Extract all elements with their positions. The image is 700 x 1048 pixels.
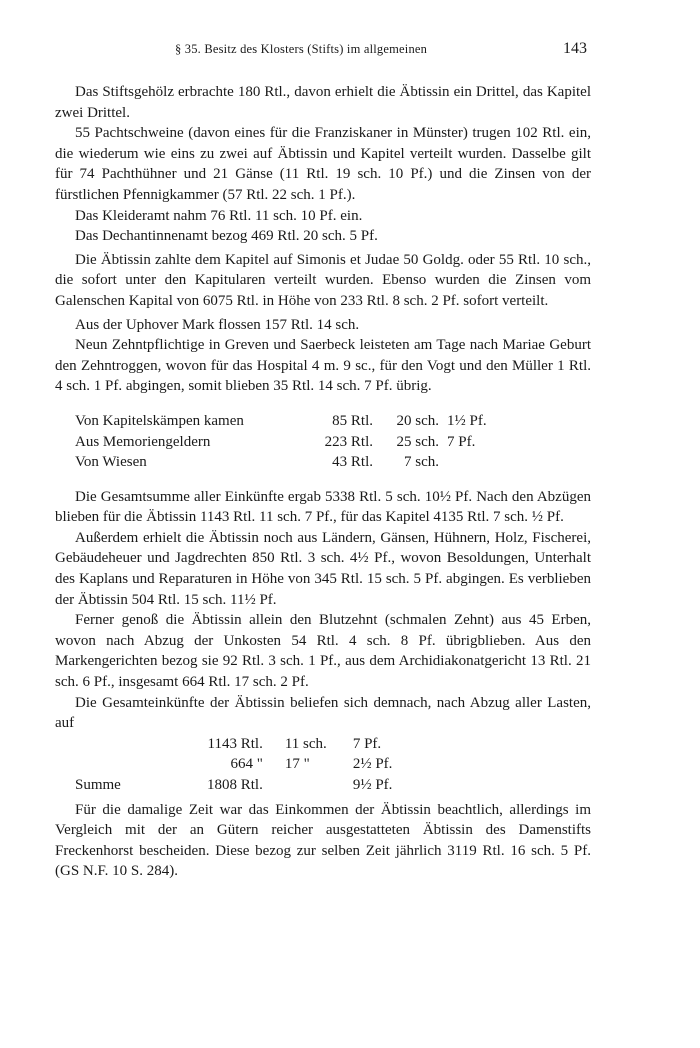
sch-cell: 7 sch. [404,454,439,471]
sch-cell: 11 sch. [284,735,327,752]
body-text [55,82,591,882]
sum-table [75,734,392,796]
rtl-cell: 664 " [230,756,263,773]
pf-cell: 7 Pf. [352,735,382,752]
sch-cell: 25 sch. [396,433,439,450]
paragraph: Das Dechantinnenamt bezog 469 Rtl. 20 sch. 5 Pf. [75,228,378,245]
rtl-cell: 85 Rtl. [332,412,373,429]
table-row [75,432,487,453]
pf-cell: 2½ Pf. [352,756,393,773]
paragraph: Das Stiftsgehölz erbrachte 180 Rtl., davon erhielt die Äbtissin ein Drittel, das Kapitel zwei Drittel. [55,84,591,121]
paragraph: 55 Pachtschweine (davon eines für die Franziskaner in Münster) trugen 102 Rtl. ein, die wiederum wie eins zu zwei auf Äbtissin und Kapitel verteilt wurden. Dasselbe gilt für 74 Pachthühner und 21 Gänse (11 Rtl. 19 sch. 10 Pf.) und die Zinsen von der fürstlichen Pfennigkammer (57 Rtl. 22 sch. 1 Pf.). [55,125,591,203]
pf-cell: 9½ Pf. [352,777,393,793]
table-row [75,734,392,755]
row-label [75,734,207,755]
row-label: Aus Memoriengeldern [75,433,211,450]
pf-cell: 7 Pf. [447,433,476,450]
table-row [75,775,392,796]
paragraph: Neun Zehntpflichtige in Greven und Saerbeck leisteten am Tage nach Mariae Geburt den Zehntroggen, wovon für das Hospital 4 m. 9 sc., für den Vogt und den Müller 1 Rtl. 4 sch. 1 Pf. abgingen, somit blieben 35 Rtl. 14 sch. 7 Pf. übrig. [55,337,591,395]
pf-cell: 1½ Pf. [447,412,487,429]
rtl-cell: 1808 Rtl. [207,777,263,793]
rtl-cell: 223 Rtl. [324,433,373,450]
rtl-cell: 1143 Rtl. [207,735,263,752]
rtl-cell: 43 Rtl. [332,454,373,471]
sch-cell [275,775,353,796]
table-row [75,452,487,473]
table-row [75,411,487,432]
income-table [75,411,487,473]
paragraph: Die Gesamteinkünfte der Äbtissin beliefen sich demnach, nach Abzug aller Lasten, auf [55,694,591,732]
paragraph: Das Kleideramt nahm 76 Rtl. 11 sch. 10 Pf. ein. [75,207,363,224]
paragraph: Aus der Uphover Mark flossen 157 Rtl. 14 sch. [75,316,360,333]
sch-cell: 17 " [284,756,310,773]
row-label: Von Kapitelskämpen kamen [75,412,244,429]
paragraph: Die Äbtissin zahlte dem Kapitel auf Simonis et Judae 50 Goldg. oder 55 Rtl. 10 sch., die sofort unter den Kapitularen verteilt wurden. Ebenso wurden die Zinsen vom Galenschen Kapital von 6075 Rtl. in Höhe von 233 Rtl. 8 sch. 2 Pf. sofort verteilt. [55,251,591,309]
paragraph: Außerdem erhielt die Äbtissin noch aus Ländern, Gänsen, Hühnern, Holz, Fischerei, Gebäudeheuer und Jagdrechten 850 Rtl. 3 sch. 4½ Pf., wovon Besoldungen, Unterhalt des Kaplans und Reparaturen in Höhe von 345 Rtl. 15 sch. 5 Pf. abgingen. Es verblieben der Äbtissin 504 Rtl. 15 sch. 11½ Pf. [55,529,591,608]
running-head [0,40,700,62]
row-label [75,754,207,775]
page-number: 143 [563,40,587,57]
row-label: Summe [75,777,121,793]
paragraph: Für die damalige Zeit war das Einkommen der Äbtissin beachtlich, allerdings im Vergleich mit der an Gütern reicher ausgestatteten Äbtissin des Damenstifts Freckenhorst bescheiden. Diese bezog zur selben Zeit jährlich 3119 Rtl. 16 sch. 5 Pf. (GS N.F. 10 S. 284). [55,801,591,880]
table-row [75,754,392,775]
running-head-title: § 35. Besitz des Klosters (Stifts) im allgemeinen [175,42,428,56]
paragraph: Die Gesamtsumme aller Einkünfte ergab 5338 Rtl. 5 sch. 10½ Pf. Nach den Abzügen blieben für die Äbtissin 1143 Rtl. 11 sch. 7 Pf., für das Kapitel 4135 Rtl. 7 sch. ½ Pf. [55,488,591,526]
paragraph: Ferner genoß die Äbtissin allein den Blutzehnt (schmalen Zehnt) aus 45 Erben, wovon nach Abzug der Unkosten 54 Rtl. 4 sch. 8 Pf. übrigblieben. Aus den Markengerichten bezog sie 92 Rtl. 3 sch. 1 Pf., aus dem Archidiakonatgericht 13 Rtl. 21 sch. 6 Pf., insgesamt 664 Rtl. 17 sch. 2 Pf. [55,612,591,691]
pf-cell [447,452,487,473]
sch-cell: 20 sch. [396,412,439,429]
row-label: Von Wiesen [75,454,147,471]
